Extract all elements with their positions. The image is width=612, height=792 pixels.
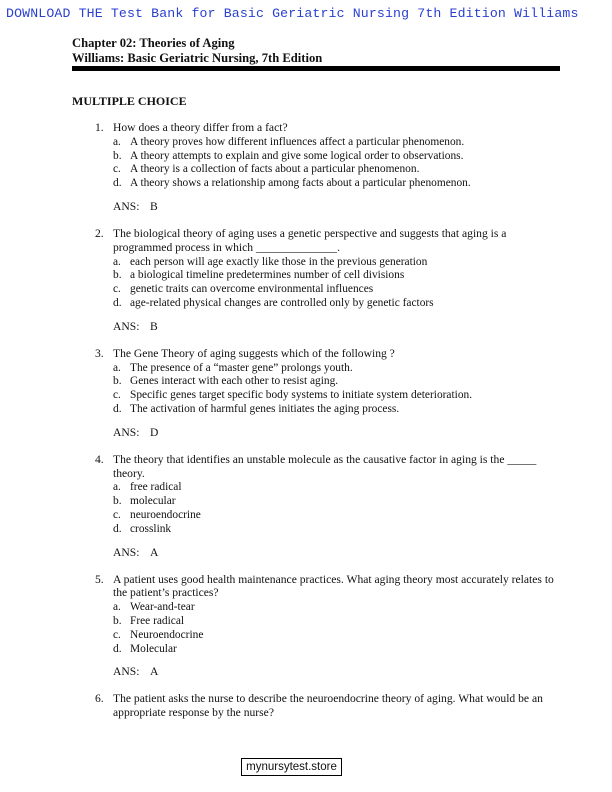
answer-option	[113, 136, 565, 150]
option-text: each person will age exactly like those in the previous generation	[130, 255, 428, 268]
answer-options	[113, 256, 565, 311]
question-stem: The theory that identifies an unstable molecule as the causative factor in aging is the _____ theory.	[113, 452, 537, 480]
option-letter: d.	[113, 522, 122, 535]
option-text: crosslink	[130, 522, 172, 535]
answer-option	[113, 643, 565, 657]
answer-key	[113, 546, 565, 559]
answer-label: ANS:	[113, 319, 140, 333]
option-letter: c.	[113, 508, 121, 521]
option-letter: a.	[113, 481, 121, 494]
question-stem: The biological theory of aging uses a genetic perspective and suggests that aging is a programmed process in which ______________.	[113, 226, 507, 254]
option-text: molecular	[130, 495, 176, 508]
answer-options	[113, 362, 565, 417]
answer-options	[113, 136, 565, 191]
answer-value: A	[150, 665, 159, 679]
option-text: neuroendocrine	[130, 508, 201, 521]
option-letter: a.	[113, 601, 121, 614]
question-list	[95, 121, 565, 720]
question-row	[95, 692, 565, 720]
answer-option	[113, 362, 565, 376]
option-letter: c.	[113, 628, 121, 641]
answer-key	[113, 426, 565, 439]
option-letter: d.	[113, 296, 122, 309]
answer-option	[113, 163, 565, 177]
option-text: age-related physical changes are controlled only by genetic factors	[130, 296, 434, 309]
answer-key	[113, 200, 565, 213]
question-number: 1.	[95, 121, 104, 134]
question-stem: How does a theory differ from a fact?	[113, 121, 288, 134]
answer-option	[113, 629, 565, 643]
answer-option	[113, 495, 565, 509]
answer-label: ANS:	[113, 199, 140, 213]
answer-option	[113, 615, 565, 629]
question-stem: The patient asks the nurse to describe the neuroendocrine theory of aging. What would be an appropriate response by the nurse?	[113, 692, 543, 720]
answer-key	[113, 320, 565, 333]
question-item	[95, 453, 565, 559]
question-item	[95, 573, 565, 679]
option-letter: b.	[113, 375, 122, 388]
answer-value: A	[150, 545, 159, 559]
option-text: Free radical	[130, 614, 185, 627]
question-row	[95, 121, 565, 135]
question-stem: A patient uses good health maintenance practices. What aging theory most accurately relates to the patient’s practices?	[113, 572, 554, 600]
question-stem: The Gene Theory of aging suggests which of the following ?	[113, 346, 395, 360]
option-text: The activation of harmful genes initiates the aging process.	[130, 402, 400, 415]
option-text: a biological timeline predetermines number of cell divisions	[130, 269, 405, 282]
question-number: 6.	[95, 692, 104, 706]
question-row	[95, 347, 565, 361]
answer-option	[113, 256, 565, 270]
answer-label: ANS:	[113, 545, 140, 559]
answer-option	[113, 177, 565, 191]
answer-value: B	[150, 319, 158, 333]
question-item	[95, 227, 565, 333]
answer-options	[113, 601, 565, 656]
option-letter: b.	[113, 149, 122, 162]
option-text: The presence of a “master gene” prolongs youth.	[130, 361, 353, 374]
option-letter: a.	[113, 135, 121, 148]
answer-option	[113, 269, 565, 283]
answer-option	[113, 389, 565, 403]
header-rule	[72, 66, 560, 71]
option-text: Genes interact with each other to resist aging.	[130, 375, 339, 388]
book-title: Williams: Basic Geriatric Nursing, 7th Edition	[72, 51, 323, 65]
option-letter: d.	[113, 642, 122, 655]
answer-option	[113, 283, 565, 297]
answer-option	[113, 150, 565, 164]
option-letter: b.	[113, 269, 122, 282]
answer-option	[113, 523, 565, 537]
answer-value: D	[150, 425, 159, 439]
option-letter: b.	[113, 495, 122, 508]
question-number: 5.	[95, 572, 104, 586]
answer-option	[113, 481, 565, 495]
download-banner[interactable]: DOWNLOAD THE Test Bank for Basic Geriatric Nursing 7th Edition Williams	[6, 6, 579, 21]
chapter-title: Chapter 02: Theories of Aging	[72, 36, 235, 50]
document-header	[72, 36, 560, 66]
option-letter: c.	[113, 389, 121, 402]
option-text: A theory shows a relationship among facts about a particular phenomenon.	[130, 177, 471, 190]
question-row	[95, 573, 565, 601]
option-text: Wear-and-tear	[130, 601, 195, 614]
answer-key	[113, 665, 565, 678]
option-text: A theory is a collection of facts about a particular phenomenon.	[130, 163, 420, 176]
option-text: Neuroendocrine	[130, 628, 204, 641]
answer-value: B	[150, 199, 158, 213]
question-number: 2.	[95, 226, 104, 240]
option-letter: b.	[113, 614, 122, 627]
option-text: A theory proves how different influences affect a particular phenomenon.	[130, 135, 465, 148]
footer-site-label[interactable]: mynursytest.store	[241, 758, 342, 776]
option-text: Molecular	[130, 642, 177, 655]
question-item	[95, 121, 565, 213]
answer-option	[113, 297, 565, 311]
option-letter: a.	[113, 255, 121, 268]
answer-label: ANS:	[113, 665, 140, 679]
question-item	[95, 347, 565, 439]
question-number: 4.	[95, 452, 104, 466]
answer-option	[113, 509, 565, 523]
option-letter: d.	[113, 177, 122, 190]
option-text: genetic traits can overcome environmental influences	[130, 283, 374, 296]
option-text: Specific genes target specific body systems to initiate system deterioration.	[130, 389, 473, 402]
section-title: MULTIPLE CHOICE	[72, 94, 187, 108]
option-letter: c.	[113, 283, 121, 296]
question-row	[95, 227, 565, 255]
answer-label: ANS:	[113, 425, 140, 439]
question-item	[95, 692, 565, 720]
question-row	[95, 453, 565, 481]
answer-options	[113, 481, 565, 536]
answer-option	[113, 601, 565, 615]
answer-option	[113, 403, 565, 417]
option-letter: a.	[113, 361, 121, 374]
option-text: A theory attempts to explain and give some logical order to observations.	[130, 149, 464, 162]
question-number: 3.	[95, 346, 104, 360]
answer-option	[113, 375, 565, 389]
option-letter: d.	[113, 402, 122, 415]
option-text: free radical	[130, 481, 182, 494]
option-letter: c.	[113, 163, 121, 176]
